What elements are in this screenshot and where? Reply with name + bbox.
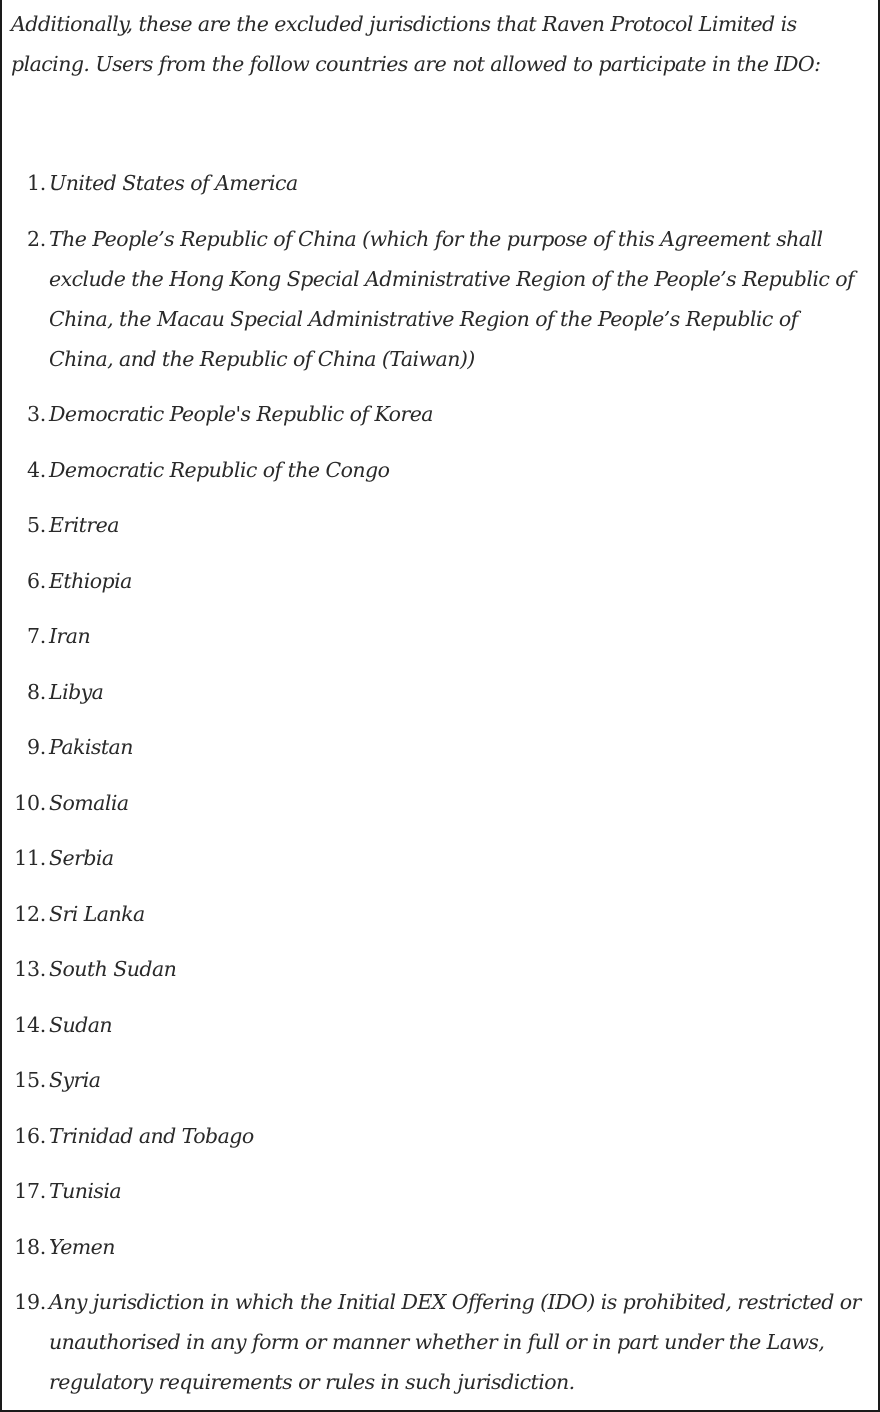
list-item-text: Democratic People's Republic of Korea	[49, 402, 433, 426]
list-item-text: Serbia	[49, 846, 114, 870]
list-item-number: 7.	[27, 624, 46, 648]
list-item-number: 6.	[27, 569, 46, 593]
list-item-number: 1.	[27, 171, 46, 195]
list-item-number: 2.	[27, 227, 46, 251]
list-item-number: 14.	[14, 1013, 46, 1037]
list-item-text: South Sudan	[49, 957, 177, 981]
list-item-text: Trinidad and Tobago	[49, 1124, 254, 1148]
list-item-number: 19.	[14, 1290, 46, 1314]
list-item-number: 16.	[14, 1124, 46, 1148]
list-item-text: Yemen	[49, 1235, 115, 1259]
list-item-number: 9.	[27, 735, 46, 759]
list-item-text: Somalia	[49, 791, 129, 815]
list-item-text: Pakistan	[49, 735, 133, 759]
list-item-text: Eritrea	[49, 513, 119, 537]
list-item-number: 13.	[14, 957, 46, 981]
list-item-text: Sri Lanka	[49, 902, 145, 926]
list-item-text: The People’s Republic of China (which for the purpose of this Agreement shall exclude the Hong Kong Special Administrative Region of the People’s Republic of China, the Macau Special Administrative Region of the People’s Republic of China, and the Republic of China (Taiwan))	[49, 227, 855, 371]
list-item-text: Any jurisdiction in which the Initial DEX Offering (IDO) is prohibited, restricted or unauthorised in any form or manner whether in full or in part under the Laws, regulatory requirements or rules in such jurisdiction.	[49, 1290, 861, 1394]
list-item-text: Sudan	[49, 1013, 113, 1037]
list-item-text: Iran	[49, 624, 91, 648]
list-item-number: 5.	[27, 513, 46, 537]
list-item-number: 18.	[14, 1235, 46, 1259]
list-item-number: 17.	[14, 1179, 46, 1203]
list-item-number: 12.	[14, 902, 46, 926]
list-item-number: 3.	[27, 402, 46, 426]
list-item-number: 4.	[27, 458, 46, 482]
list-item-text: Libya	[49, 680, 104, 704]
list-item-number: 8.	[27, 680, 46, 704]
list-item-text: United States of America	[49, 171, 298, 195]
list-item-text: Syria	[49, 1068, 101, 1092]
list-item-text: Tunisia	[49, 1179, 122, 1203]
list-item-number: 11.	[14, 846, 46, 870]
list-item-text: Ethiopia	[49, 569, 132, 593]
list-item-number: 10.	[14, 791, 46, 815]
intro-paragraph: Additionally, these are the excluded jurisdictions that Raven Protocol Limited is placing. Users from the follow countries are not allowed to participate in the IDO:	[11, 12, 821, 76]
list-item-text: Democratic Republic of the Congo	[49, 458, 390, 482]
list-item-number: 15.	[14, 1068, 46, 1092]
